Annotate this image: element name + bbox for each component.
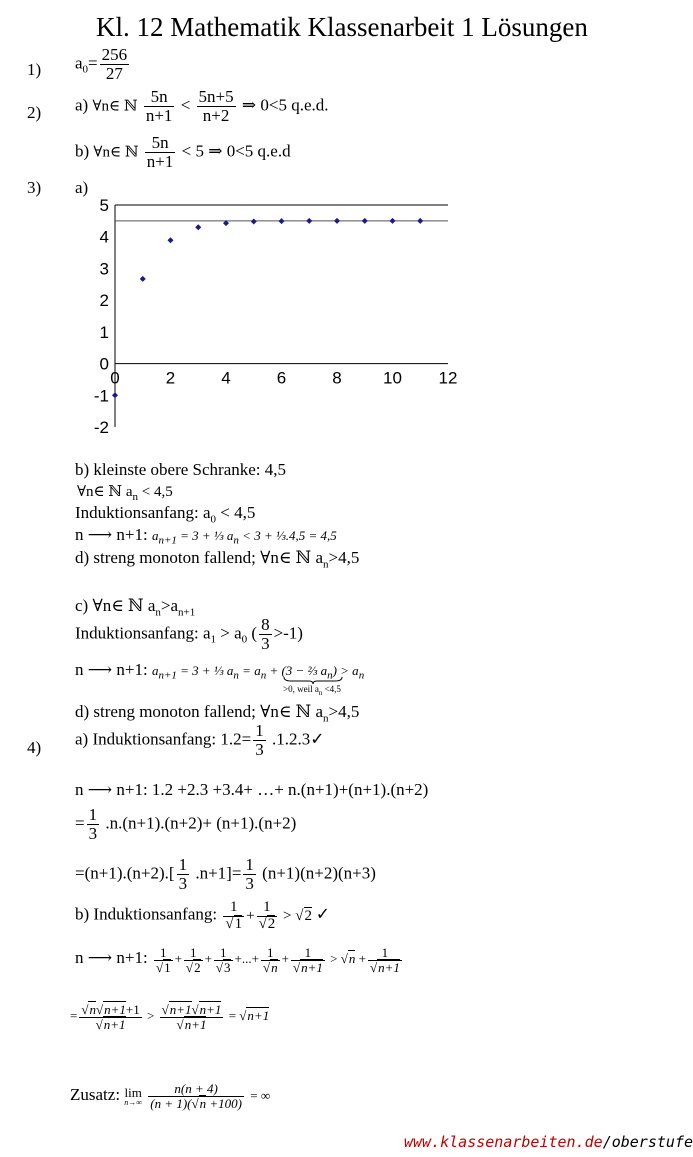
- footer-url[interactable]: www.klassenarbeiten.de/oberstufe: [404, 1133, 693, 1151]
- data-point: [140, 276, 146, 282]
- page-title: Kl. 12 Mathematik Klassenarbeit 1 Lösungen: [96, 12, 588, 42]
- data-point: [362, 218, 368, 224]
- x-tick-label: 10: [383, 368, 402, 388]
- task-1-answer: $a_0=$ $\frac{256}{27}$: [75, 45, 128, 83]
- y-tick-label: 4: [99, 227, 109, 247]
- task-3b-line2: ∀n∈ ℕ $a_n < 4,5$: [77, 484, 173, 503]
- task-2b: b) ∀n∈ ℕ $\frac{5n}{n+1}$ < 5 ⇒ 0<5 q.e.d: [75, 133, 291, 171]
- x-tick-label: 12: [438, 368, 458, 388]
- sequence-chart: [85, 195, 470, 440]
- data-point: [417, 218, 423, 224]
- x-tick-label: 6: [276, 368, 287, 388]
- underbrace: [283, 676, 343, 684]
- task-4b-line1: b) Induktionsanfang: $\frac{1}{√1}$ + $\frac{1}{√2}$ > √2 ✓: [75, 899, 330, 932]
- x-tick-label: 0: [110, 368, 120, 388]
- task-3a-label: a): [75, 178, 89, 197]
- y-tick-label: -2: [93, 418, 109, 437]
- chart-axes: [115, 205, 448, 427]
- data-point: [112, 392, 118, 398]
- data-point: [279, 218, 285, 224]
- y-tick-label: 5: [99, 196, 109, 215]
- data-point: [168, 237, 174, 243]
- chart-y-tick-labels: [94, 196, 109, 437]
- task-3-number: 3): [27, 178, 42, 197]
- task-3b-line1: b) kleinste obere Schranke: 4,5: [75, 460, 287, 479]
- data-point: [251, 218, 257, 224]
- y-tick-label: 2: [99, 291, 109, 311]
- task-3d-second: d) streng monoton fallend; ∀n∈ ℕ $a_n>4,5$: [75, 702, 360, 725]
- task-3c-line3: n ⟶ n+1: $a_{n+1} = 3$ + ⅓ $a_n = a_n + (3$ − ⅔ $a_n) > a_n$: [75, 660, 365, 682]
- data-point: [334, 218, 340, 224]
- y-tick-label: 0: [99, 354, 109, 374]
- task-3b-line4: n ⟶ n+1: $a_{n+1} = 3$ + ⅓ $a_n < 3$ + ⅓.4,5 = 4,5: [75, 525, 337, 547]
- task-2a: a) ∀n∈ ℕ $\frac{5n}{n+1}$ < $\frac{5n+5}{n+2}$ ⇒ 0<5 q.e.d.: [75, 87, 329, 125]
- task-4b-line2: n ⟶ n+1: $\frac{1}{√1}$ + $\frac{1}{√2}$ + $\frac{1}{√3}$ +...+ $\frac{1}{√n}$ + $\frac{1}{√n+1}$ > √n + $\frac{1}{√n+1}$: [75, 945, 400, 975]
- task-4b-line3: = $\frac{√n√n+1+1}{√n+1}$ > $\frac{√n+1√n+1}{√n+1}$ = √n+1: [70, 1002, 270, 1032]
- underbrace-note: >0, weil $a_n <4,5$: [283, 684, 341, 697]
- task-4a-line4: =(n+1).(n+2).[ $\frac{1}{3}$ .n+1]= $\frac{1}{3}$ (n+1)(n+2)(n+3): [75, 855, 376, 893]
- data-point: [195, 224, 201, 230]
- x-tick-label: 2: [165, 368, 176, 388]
- check-icon: ✓: [310, 729, 325, 749]
- task-4-number: 4): [27, 738, 42, 757]
- x-tick-label: 4: [221, 368, 231, 388]
- chart-x-tick-labels: [110, 369, 457, 388]
- y-tick-label: -1: [93, 386, 109, 406]
- task-3c-line2: Induktionsanfang: $a_1 > a_0$ ( $\frac{8}{3}$ >-1): [75, 615, 303, 653]
- task-3b-line3: Induktionsanfang: $a_0 < 4,5$: [75, 503, 256, 526]
- task-4a-line3: = $\frac{1}{3}$ .n.(n+1).(n+2)+ (n+1).(n+2): [75, 805, 297, 843]
- check-icon: ✓: [315, 904, 330, 924]
- y-tick-label: 1: [99, 322, 109, 342]
- task-4a-line2: n ⟶ n+1: 1.2 +2.3 +3.4+ …+ n.(n+1)+(n+1).(n+2): [75, 780, 429, 799]
- x-tick-label: 8: [332, 368, 342, 388]
- y-tick-label: 3: [99, 259, 109, 279]
- data-point: [390, 218, 396, 224]
- zusatz: Zusatz: lim n→∞ $\frac{n(n + 4)}{(n + 1)(√n +100)}$ = ∞: [70, 1081, 271, 1111]
- data-point: [306, 218, 312, 224]
- task-3d-first: d) streng monoton fallend; ∀n∈ ℕ $a_n>4,5$: [75, 548, 360, 571]
- task-2-number: 2): [27, 103, 42, 122]
- task-1-number: 1): [27, 60, 42, 79]
- chart-points: [112, 218, 423, 398]
- task-4a-line1: a) Induktionsanfang: 1.2= $\frac{1}{3}$ .1.2.3✓: [75, 721, 325, 759]
- task-3c-line1: c) ∀n∈ ℕ $a_n>a_{n+1}$: [75, 596, 196, 619]
